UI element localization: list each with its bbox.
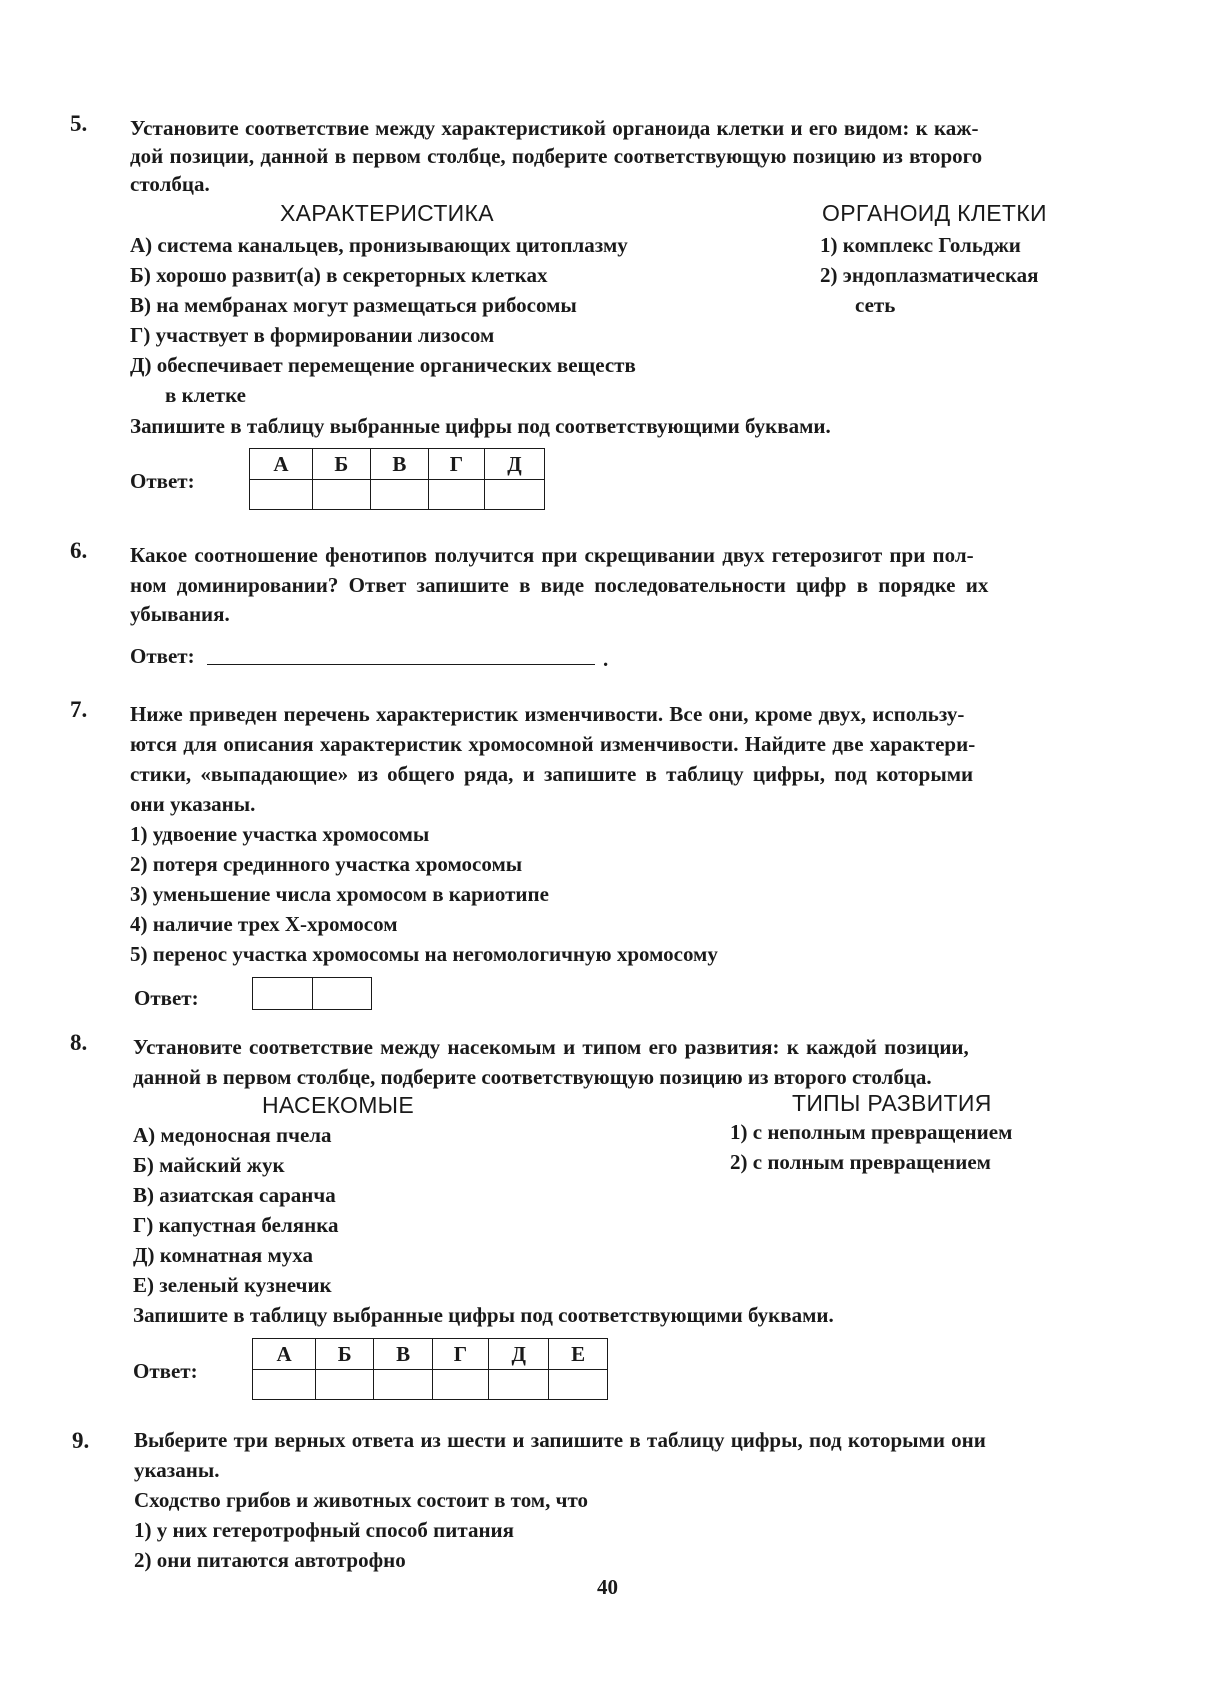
q8-text-line-1: Установите соответствие между насекомым и типом его развития: к каждой позиции,	[133, 1035, 969, 1059]
q5-answer-cell[interactable]	[484, 480, 544, 510]
q6-answer-label: Ответ:	[130, 644, 195, 668]
q6-answer-line[interactable]	[207, 664, 595, 665]
q7-item-1: 1) удвоение участка хромосомы	[130, 822, 430, 846]
q5-text-line-2: дой позиции, данной в первом столбце, подберите соответствующую позицию из второго	[130, 144, 983, 168]
q8-answer-cell[interactable]	[316, 1370, 374, 1400]
q8-answer-cell[interactable]	[432, 1370, 488, 1400]
q8-table-header-a: А	[253, 1339, 316, 1370]
q6-text-line-2: ном доминировании? Ответ запишите в виде последовательности цифр в порядке их	[130, 573, 989, 597]
q7-text-line-3: стики, «выпадающие» из общего ряда, и запишите в таблицу цифры, под которыми	[130, 762, 974, 786]
q5-table-header-a: А	[250, 449, 313, 480]
q9-item-2: 2) они питаются автотрофно	[134, 1548, 406, 1572]
q6-answer-end: .	[603, 647, 609, 671]
q5-text-line-3: столбца.	[130, 172, 210, 196]
q5-answer-cell[interactable]	[312, 480, 370, 510]
q8-left-item-d: Д) комнатная муха	[133, 1243, 314, 1267]
q8-answer-cell[interactable]	[489, 1370, 549, 1400]
q7-item-5: 5) перенос участка хромосомы на негомологичную хромосому	[130, 942, 718, 966]
q7-item-2: 2) потеря срединного участка хромосомы	[130, 852, 523, 876]
q9-text-line-2: указаны.	[134, 1458, 220, 1482]
q8-table-header-g: Г	[432, 1339, 488, 1370]
q9-item-1: 1) у них гетеротрофный способ питания	[134, 1518, 515, 1542]
q5-right-item-2: 2) эндоплазматическая	[820, 263, 1039, 287]
q8-instruction: Запишите в таблицу выбранные цифры под соответствующими буквами.	[133, 1303, 834, 1327]
q7-number: 7.	[70, 697, 88, 722]
q5-answer-cell[interactable]	[370, 480, 428, 510]
q8-answer-table	[252, 1338, 608, 1400]
q9-text-line-3: Сходство грибов и животных состоит в том, что	[134, 1488, 588, 1512]
q5-answer-cell[interactable]	[429, 480, 485, 510]
q8-left-item-b: Б) майский жук	[133, 1153, 285, 1177]
q6-text-line-1: Какое соотношение фенотипов получится при скрещивании двух гетерозигот при пол-	[130, 543, 974, 567]
q8-table-header-b: Б	[316, 1339, 374, 1370]
q7-answer-cell[interactable]	[312, 978, 372, 1010]
q8-right-item-1: 1) с неполным превращением	[730, 1120, 1013, 1144]
q6-number: 6.	[70, 538, 88, 563]
q5-answer-label: Ответ:	[130, 469, 195, 493]
q8-table-header-v: В	[374, 1339, 433, 1370]
q5-left-item-d-cont: в клетке	[165, 383, 247, 407]
q7-answer-label: Ответ:	[134, 986, 199, 1010]
q8-left-item-a: А) медоносная пчела	[133, 1123, 332, 1147]
q5-text-line-1: Установите соответствие между характеристикой органоида клетки и его видом: к каж-	[130, 116, 979, 140]
q9-number: 9.	[72, 1428, 90, 1453]
q7-answer-table	[252, 977, 372, 1010]
q7-text-line-2: ются для описания характеристик хромосомной изменчивости. Найдите две характери-	[130, 732, 976, 756]
q9-text-line-1: Выберите три верных ответа из шести и запишите в таблицу цифры, под которыми они	[134, 1428, 986, 1452]
q8-text-line-2: данной в первом столбце, подберите соответствующую позицию из второго столбца.	[133, 1065, 932, 1089]
q5-left-heading: ХАРАКТЕРИСТИКА	[280, 200, 494, 226]
q5-number: 5.	[70, 111, 88, 136]
q5-left-item-g: Г) участвует в формировании лизосом	[130, 323, 495, 347]
q5-answer-table	[249, 448, 545, 510]
q7-item-3: 3) уменьшение числа хромосом в кариотипе	[130, 882, 549, 906]
q5-left-item-v: В) на мембранах могут размещаться рибосомы	[130, 293, 577, 317]
q8-table-header-e: Е	[549, 1339, 608, 1370]
q5-right-heading: ОРГАНОИД КЛЕТКИ	[822, 200, 1047, 226]
q7-text-line-1: Ниже приведен перечень характеристик изменчивости. Все они, кроме двух, использу-	[130, 702, 965, 726]
q8-left-item-g: Г) капустная белянка	[133, 1213, 339, 1237]
q8-answer-label: Ответ:	[133, 1359, 198, 1383]
q8-left-item-e: Е) зеленый кузнечик	[133, 1273, 332, 1297]
q8-right-item-2: 2) с полным превращением	[730, 1150, 991, 1174]
q8-left-item-v: В) азиатская саранча	[133, 1183, 336, 1207]
q5-table-header-v: В	[370, 449, 428, 480]
q5-left-item-a: А) система канальцев, пронизывающих цитоплазму	[130, 233, 628, 257]
q8-left-heading: НАСЕКОМЫЕ	[262, 1092, 414, 1118]
q8-number: 8.	[70, 1030, 88, 1055]
q8-answer-cell[interactable]	[374, 1370, 433, 1400]
q5-left-item-d: Д) обеспечивает перемещение органических веществ	[130, 353, 636, 377]
q7-text-line-4: они указаны.	[130, 792, 256, 816]
q5-instruction: Запишите в таблицу выбранные цифры под соответствующими буквами.	[130, 414, 831, 438]
q5-table-header-b: Б	[312, 449, 370, 480]
q7-item-4: 4) наличие трех Х-хромосом	[130, 912, 398, 936]
q5-table-header-g: Г	[429, 449, 485, 480]
q5-right-item-1: 1) комплекс Гольджи	[820, 233, 1021, 257]
q8-answer-cell[interactable]	[549, 1370, 608, 1400]
q8-table-header-d: Д	[489, 1339, 549, 1370]
page-number: 40	[597, 1575, 618, 1599]
q5-right-item-2-cont: сеть	[855, 293, 896, 317]
q8-answer-cell[interactable]	[253, 1370, 316, 1400]
q8-right-heading: ТИПЫ РАЗВИТИЯ	[792, 1090, 992, 1116]
q6-text-line-3: убывания.	[130, 602, 230, 626]
q5-answer-cell[interactable]	[250, 480, 313, 510]
q5-left-item-b: Б) хорошо развит(а) в секреторных клетках	[130, 263, 548, 287]
q5-table-header-d: Д	[484, 449, 544, 480]
q7-answer-cell[interactable]	[253, 978, 313, 1010]
